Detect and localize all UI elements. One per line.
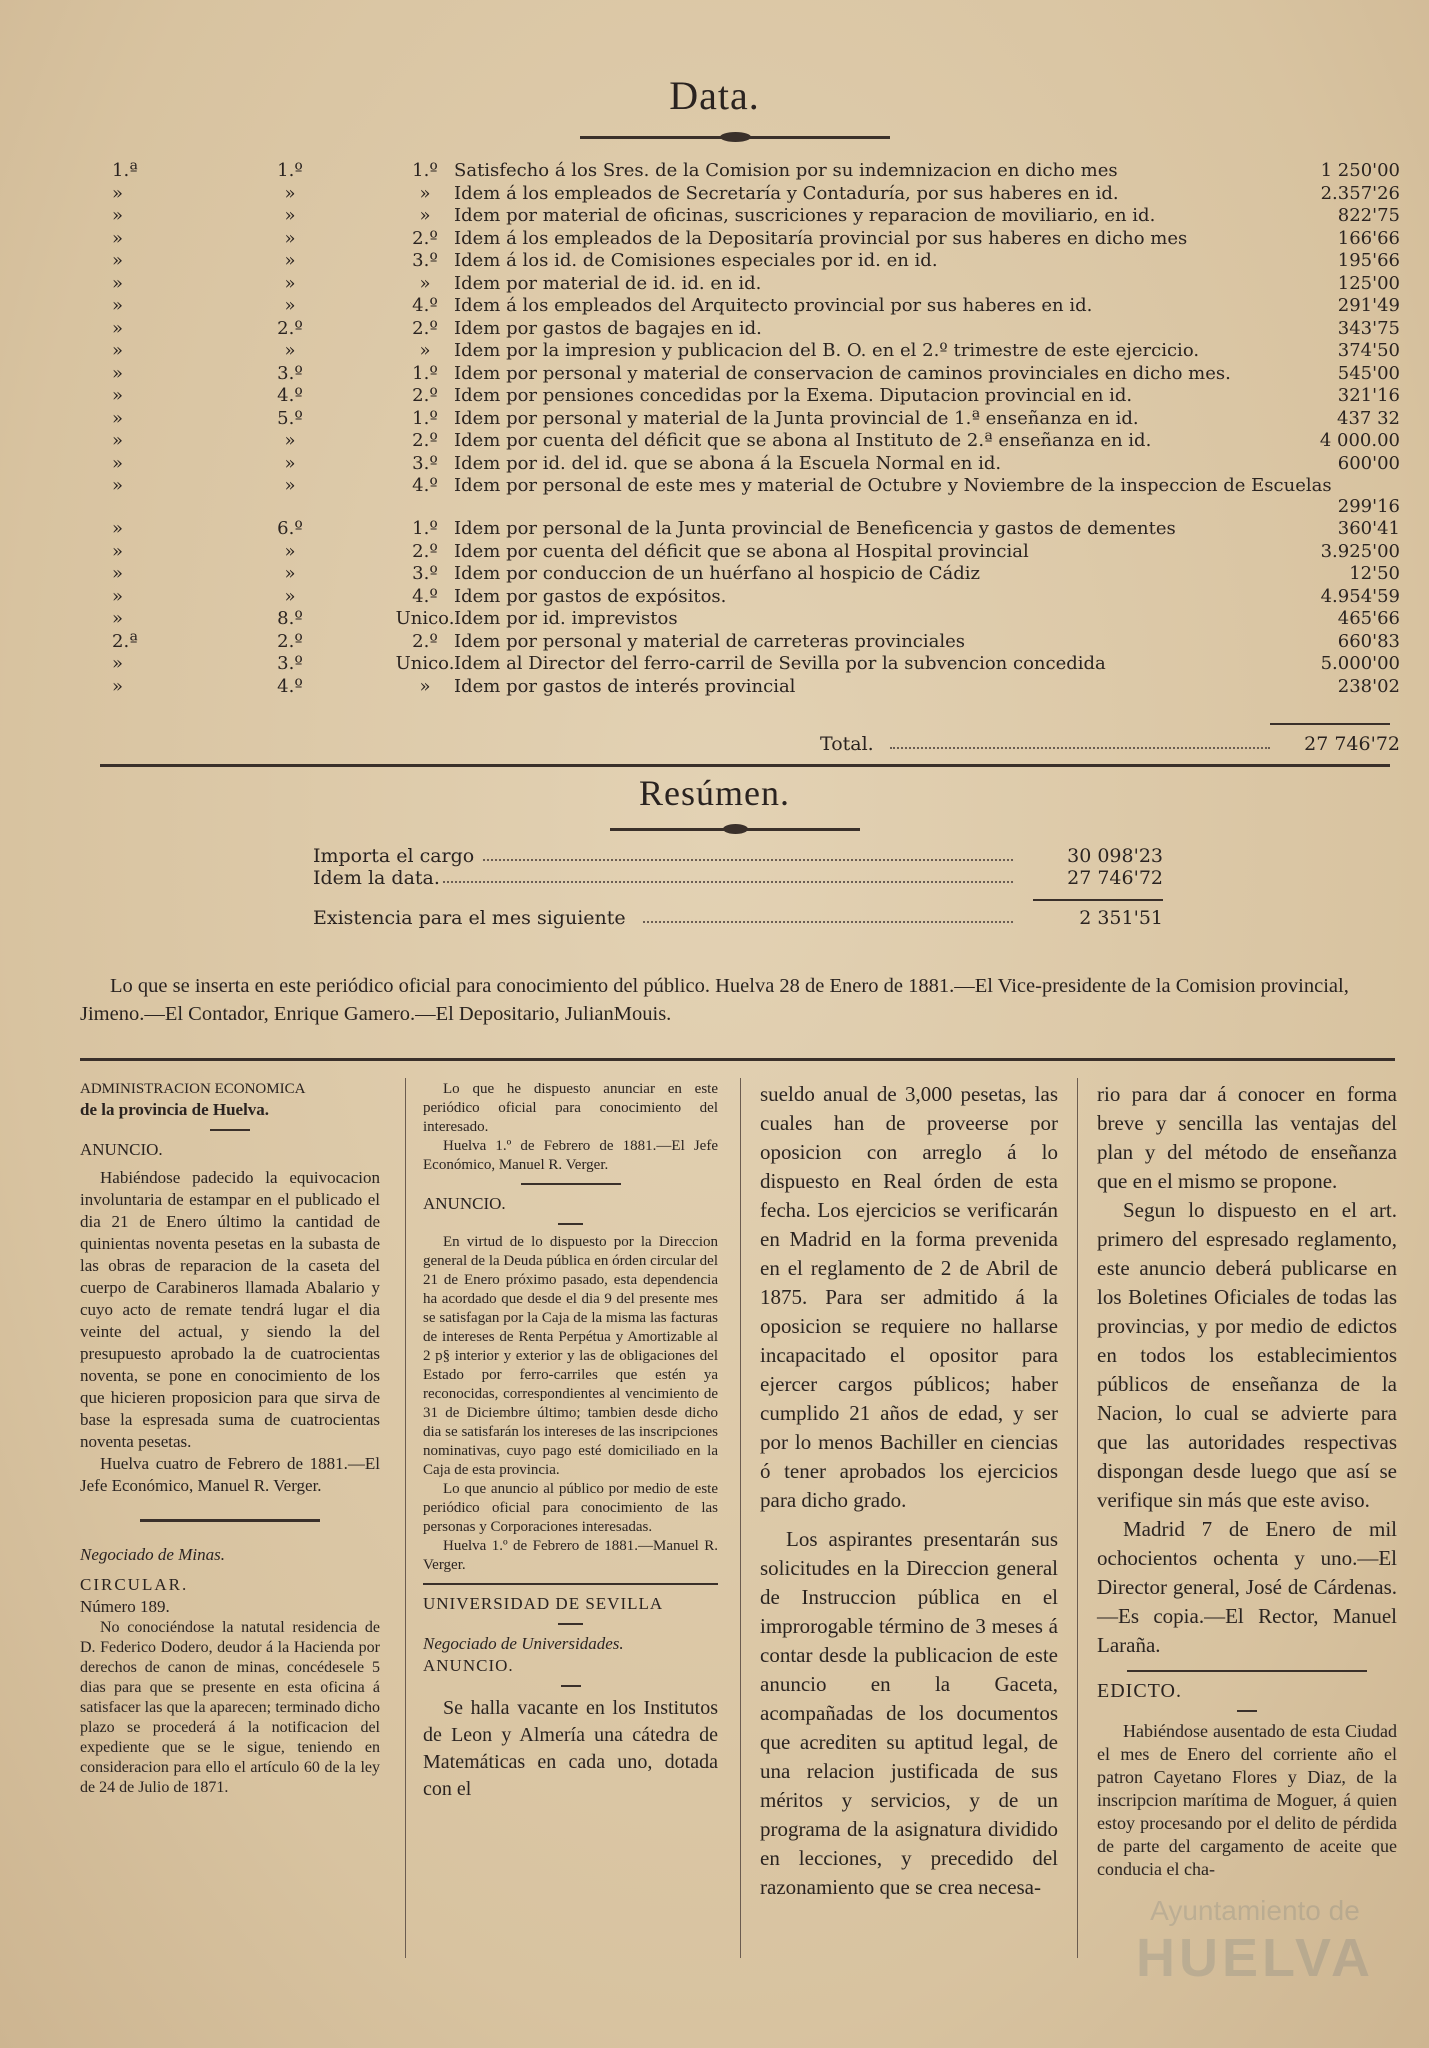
concepto-cell: » bbox=[419, 675, 431, 697]
cargo-value: 30 098'23 bbox=[1067, 845, 1163, 867]
data-row bbox=[313, 867, 1163, 889]
column-rule-1 bbox=[405, 1078, 406, 1958]
description-cell: Idem por pensiones concedidas por la Exema. Diputacion provincial en id. bbox=[454, 385, 1133, 406]
capitulo-cell: » bbox=[112, 227, 124, 249]
amount-cell: 195'66 bbox=[1337, 250, 1400, 271]
capitulo-cell: » bbox=[112, 407, 124, 429]
amount-cell: 12'50 bbox=[1349, 563, 1400, 584]
amount-cell: 238'02 bbox=[1337, 675, 1400, 697]
amount-cell: 125'00 bbox=[1337, 272, 1400, 294]
capitulo-cell: » bbox=[112, 675, 124, 697]
data-row bbox=[100, 585, 1400, 609]
concepto-cell: 4.º bbox=[412, 475, 438, 496]
admin-heading: ADMINISTRACION ECONOMICA bbox=[80, 1081, 306, 1097]
circular-body: No conociéndose la natutal residencia de D. Federico Dodero, deudor á la Hacienda por derechos de canon de minas, concédesele 5 dias para que se presente en esta oficina á satisfacer las que la aparecen; terminado dicho plazo se procederá á la notificacion del expediente que se le sigue, teniendo en consideracion para ello el artículo 60 de la ley de 24 de Julio de 1871. bbox=[80, 1619, 380, 1796]
concepto-cell: 2.º bbox=[412, 630, 438, 652]
articulo-cell: » bbox=[284, 250, 296, 271]
description-cell: Idem por material de oficinas, suscriciones y reparacion de moviliario, en id. bbox=[454, 205, 1156, 226]
capitulo-cell: » bbox=[112, 340, 124, 361]
data-row bbox=[100, 250, 1400, 273]
province-heading: de la provincia de Huelva. bbox=[80, 1100, 270, 1119]
articulo-cell: 8.º bbox=[277, 608, 303, 629]
capitulo-cell: 1.ª bbox=[112, 160, 138, 181]
capitulo-cell: » bbox=[112, 608, 124, 629]
concepto-cell: » bbox=[419, 272, 431, 294]
description-cell: Idem á los id. de Comisiones especiales por id. en id. bbox=[454, 250, 938, 271]
catedra-body: Se halla vacante en los Institutos de Leon y Almería una cátedra de Matemáticas en cada uno, dotada con el bbox=[423, 1697, 718, 1800]
description-cell: Idem por personal y material de carreteras provinciales bbox=[454, 630, 966, 652]
anuncio-body: Habiéndose padecido la equivocacion involuntaria de estampar en el publicado el dia 21 de Enero último la cantidad de quinientas noventa pesetas en la subasta de las obras de reparacion de la caseta del cuerpo de Carabineros llamada Abalario y cuyo acto de remate tendrá lugar el dia veinte del actual, y siendo la del presupuesto aprobado la de cuatrocientas noventa, se pone en conocimiento de los que hicieren proposicion para que sirva de base la espresada suma de cuatrocientas noventa pesetas. bbox=[80, 1168, 380, 1451]
concepto-cell: » bbox=[419, 340, 431, 361]
articulo-cell: » bbox=[284, 430, 296, 451]
amount-cell: 4 000.00 bbox=[1319, 430, 1400, 451]
data-row bbox=[100, 317, 1400, 341]
col2-p1: Lo que he dispuesto anunciar en este periódico oficial para conocimiento del interesado. bbox=[423, 1081, 718, 1135]
articulo-cell: 1.º bbox=[277, 160, 303, 181]
capitulo-cell: » bbox=[112, 250, 124, 271]
articulo-cell: 2.º bbox=[277, 317, 303, 339]
articulo-cell: 5.º bbox=[277, 407, 303, 429]
concepto-cell: 1.º bbox=[412, 160, 438, 181]
articulo-cell: 6.º bbox=[277, 518, 303, 539]
data-row bbox=[100, 608, 1400, 631]
data-row bbox=[100, 540, 1400, 564]
rule bbox=[1127, 1670, 1367, 1672]
resumen-title: Resúmen. bbox=[639, 773, 790, 813]
amount-cell: 321'16 bbox=[1337, 385, 1400, 406]
resumen-rule bbox=[1033, 899, 1163, 901]
resumen-ornament bbox=[610, 828, 860, 831]
column-rule-3 bbox=[1077, 1078, 1078, 1958]
deuda-body: En virtud de lo dispuesto por la Direccion general de la Deuda pública en órden circular del 21 de Enero próximo pasado, esta dependencia ha acordado que desde el dia 9 del presente mes se satisfagan por la Caja de la misma las facturas de intereses de Renta Perpétua y Amortizable al 2 p§ interior y exterior y las de obligaciones del Estado por ferro-carriles que estén ya reconocidas, correspondientes al vencimiento de 31 de Diciembre último; tambien desde dicho dia se satisfarán los intereses de las inscripciones nominativas, cuyo pago esté domiciliado en la Caja de esta provincia. bbox=[423, 1234, 718, 1478]
description-cell: Idem por conduccion de un huérfano al hospicio de Cádiz bbox=[454, 563, 980, 584]
existencia-row bbox=[313, 907, 1163, 929]
amount-cell: 1 250'00 bbox=[1320, 160, 1400, 181]
column-rule-2 bbox=[740, 1078, 741, 1958]
watermark-line-2: HUELVA bbox=[1136, 1928, 1374, 1988]
amount-cell: 4.954'59 bbox=[1320, 585, 1400, 607]
data-label: Idem la data. bbox=[313, 867, 440, 889]
capitulo-cell: » bbox=[112, 362, 124, 384]
capitulo-cell: 2.ª bbox=[112, 630, 138, 652]
amount-cell: 360'41 bbox=[1337, 518, 1400, 539]
data-row bbox=[100, 340, 1400, 363]
concepto-cell: Unico. bbox=[395, 608, 455, 629]
articulo-cell: 3.º bbox=[277, 653, 303, 674]
capitulo-cell: » bbox=[112, 385, 124, 406]
description-cell: Idem por cuenta del déficit que se abona al Hospital provincial bbox=[454, 540, 1029, 562]
capitulo-cell: » bbox=[112, 475, 124, 496]
articulo-cell: » bbox=[284, 563, 296, 584]
circular-heading: CIRCULAR. bbox=[80, 1575, 189, 1594]
amount-cell: 822'75 bbox=[1337, 205, 1400, 226]
col4-p1: rio para dar á conocer en forma breve y sencilla las ventajas del plan y del método de enseñanza que en el mismo se propone. bbox=[1097, 1082, 1397, 1193]
articulo-cell: » bbox=[284, 452, 296, 474]
capitulo-cell: » bbox=[112, 182, 124, 204]
description-cell: Idem por personal y material de conservacion de caminos provinciales en dicho mes. bbox=[454, 362, 1231, 384]
data-row bbox=[100, 385, 1400, 408]
total-value: 27 746'72 bbox=[1304, 733, 1400, 755]
cargo-row bbox=[313, 845, 1163, 867]
articulo-cell: 3.º bbox=[277, 362, 303, 384]
concepto-cell: Unico. bbox=[395, 653, 455, 674]
description-cell: Satisfecho á los Sres. de la Comision por su indemnizacion en dicho mes bbox=[454, 160, 1118, 181]
data-row bbox=[100, 295, 1400, 318]
articulo-cell: 4.º bbox=[277, 385, 303, 406]
amount-cell: 5.000'00 bbox=[1320, 653, 1400, 674]
articulo-cell: » bbox=[284, 227, 296, 249]
concepto-cell: 4.º bbox=[412, 585, 438, 607]
capitulo-cell: » bbox=[112, 518, 124, 539]
articulo-cell: » bbox=[284, 205, 296, 226]
concepto-cell: 2.º bbox=[412, 430, 438, 451]
data-row bbox=[100, 475, 1400, 518]
total-leader bbox=[890, 747, 1270, 749]
articulo-cell: » bbox=[284, 585, 296, 607]
capitulo-cell: » bbox=[112, 317, 124, 339]
university-heading: UNIVERSIDAD DE SEVILLA bbox=[423, 1594, 664, 1613]
articulo-cell: » bbox=[284, 295, 296, 316]
description-cell: Idem por id. imprevistos bbox=[454, 608, 678, 629]
col4-p2: Segun lo dispuesto en el art. primero del espresado reglamento, este anuncio deberá publicarse en los Boletines Oficiales de todas las provincias, y por medio de edictos en todos los establecimientos públicos de enseñanza de la Nacion, lo cual se advierte para que las autoridades respectivas dispongan desde luego que así se verifique sin más que este aviso. bbox=[1097, 1198, 1397, 1512]
total-row bbox=[100, 733, 1400, 756]
amount-cell: 2.357'26 bbox=[1320, 182, 1400, 204]
articulo-cell: » bbox=[284, 475, 296, 496]
title-ornament bbox=[580, 136, 890, 139]
capitulo-cell: » bbox=[112, 563, 124, 584]
rule bbox=[423, 1583, 718, 1585]
capitulo-cell: » bbox=[112, 272, 124, 294]
minas-heading: Negociado de Minas. bbox=[80, 1545, 225, 1564]
amount-cell: 291'49 bbox=[1337, 295, 1400, 316]
description-cell: Idem á los empleados de Secretaría y Contaduría, por sus haberes en id. bbox=[454, 182, 1119, 204]
concepto-cell: » bbox=[419, 205, 431, 226]
description-cell: Idem á los empleados del Arquitecto provincial por sus haberes en id. bbox=[454, 295, 1093, 316]
total-double-rule bbox=[100, 764, 1390, 767]
col2-signature: Huelva 1.º de Febrero de 1881.—El Jefe Económico, Manuel R. Verger. bbox=[423, 1138, 718, 1173]
capitulo-cell: » bbox=[112, 540, 124, 562]
concepto-cell: 4.º bbox=[412, 295, 438, 316]
anuncio-heading-3: ANUNCIO. bbox=[423, 1656, 514, 1675]
amount-cell: 600'00 bbox=[1337, 452, 1400, 474]
publication-note: Lo que se inserta en este periódico oficial para conocimiento del público. Huelva 28 de Enero de 1881.—El Vice-presidente de la Comision provincial, Jimeno.—El Contador, Enrique Gamero.—El Depositario, JulianMouis. bbox=[80, 975, 1349, 1025]
capitulo-cell: » bbox=[112, 653, 124, 674]
concepto-cell: 1.º bbox=[412, 518, 438, 539]
cargo-label: Importa el cargo bbox=[313, 845, 475, 867]
description-cell: Idem por gastos de bagajes en id. bbox=[454, 317, 762, 339]
description-cell: Idem por id. del id. que se abona á la Escuela Normal en id. bbox=[454, 452, 1002, 474]
data-row bbox=[100, 653, 1400, 676]
number-heading: Número 189. bbox=[80, 1597, 170, 1616]
col3-p1: sueldo anual de 3,000 pesetas, las cuales han de proveerse por oposicion con arreglo á lo dispuesto en Real órden de esta fecha. Los ejercicios se verificarán en Madrid en la forma prevenida en el reglamento de 2 de Abril de 1875. Para ser admitido á la oposicion se requiere no hallarse incapacitado el opositor para ejercer cargos públicos; haber cumplido 21 años de edad, y ser por lo menos Bachiller en ciencias ó tener aprobados los ejercicios para dicho grado. bbox=[760, 1082, 1058, 1512]
description-cell: Idem por cuenta del déficit que se abona al Instituto de 2.ª enseñanza en id. bbox=[454, 430, 1152, 451]
watermark-line-1: Ayuntamiento de bbox=[1150, 1895, 1360, 1926]
rule bbox=[558, 1223, 583, 1225]
data-value: 27 746'72 bbox=[1067, 867, 1163, 889]
anuncio-heading: ANUNCIO. bbox=[80, 1140, 163, 1159]
articulo-cell: » bbox=[284, 540, 296, 562]
data-row bbox=[100, 630, 1400, 654]
amount-cell: 660'83 bbox=[1337, 630, 1400, 652]
articulo-cell: 2.º bbox=[277, 630, 303, 652]
col4-p3: Madrid 7 de Enero de mil ochocientos ochenta y uno.—El Director general, José de Cárdenas.—Es copia.—El Rector, Manuel Laraña. bbox=[1097, 1517, 1397, 1657]
column-2 bbox=[423, 1080, 718, 1803]
concepto-cell: » bbox=[419, 182, 431, 204]
data-row bbox=[100, 675, 1400, 699]
data-row bbox=[100, 182, 1400, 206]
rule bbox=[210, 1129, 250, 1131]
rule bbox=[558, 1623, 583, 1625]
concepto-cell: 3.º bbox=[412, 452, 438, 474]
description-cell: Idem por gastos de interés provincial bbox=[454, 675, 796, 697]
resumen-block bbox=[313, 845, 1163, 929]
amount-cell: 299'16 bbox=[1337, 496, 1400, 517]
capitulo-cell: » bbox=[112, 452, 124, 474]
capitulo-cell: » bbox=[112, 205, 124, 226]
data-row bbox=[100, 518, 1400, 541]
rule bbox=[521, 1183, 621, 1185]
description-cell: Idem por personal y material de la Junta provincial de 1.ª enseñanza en id. bbox=[454, 407, 1139, 429]
watermark-seal bbox=[1090, 1895, 1420, 2015]
amount-cell: 343'75 bbox=[1337, 317, 1400, 339]
rule bbox=[561, 1685, 581, 1687]
concepto-cell: 3.º bbox=[412, 563, 438, 584]
articulo-cell: 4.º bbox=[277, 675, 303, 697]
amount-cell: 166'66 bbox=[1337, 227, 1400, 249]
amount-cell: 545'00 bbox=[1337, 362, 1400, 384]
cargo-leader bbox=[483, 859, 1013, 861]
concepto-cell: 1.º bbox=[412, 362, 438, 384]
description-cell: Idem al Director del ferro-carril de Sevilla por la subvencion concedida bbox=[454, 653, 1106, 674]
data-title: Data. bbox=[669, 73, 760, 118]
existencia-label: Existencia para el mes siguiente bbox=[313, 907, 626, 929]
total-rule bbox=[1270, 723, 1390, 725]
amount-cell: 437 32 bbox=[1337, 407, 1400, 429]
col3-p2: Los aspirantes presentarán sus solicitudes en la Direccion general de Instruccion pública en el improrogable término de 3 meses á contar desde la publicacion de este anuncio en la Gaceta, acompañadas de los documentos que acrediten su aptitud legal, de una relacion justificada de sus méritos y servicios, y de un programa de la asignatura dividido en lecciones, y precedido del razonamiento que se crea necesa- bbox=[760, 1527, 1058, 1899]
amount-cell: 3.925'00 bbox=[1320, 540, 1400, 562]
data-leader bbox=[443, 881, 1013, 883]
anuncio-signature: Huelva cuatro de Febrero de 1881.—El Jefe Económico, Manuel R. Verger. bbox=[80, 1454, 380, 1495]
description-cell: Idem por material de id. id. en id. bbox=[454, 272, 762, 294]
capitulo-cell: » bbox=[112, 585, 124, 607]
data-row bbox=[100, 272, 1400, 296]
data-row bbox=[100, 160, 1400, 183]
concepto-cell: 2.º bbox=[412, 227, 438, 249]
articulo-cell: » bbox=[284, 182, 296, 204]
description-cell: Idem á los empleados de la Depositaría provincial por sus haberes en dicho mes bbox=[454, 227, 1188, 249]
rule bbox=[1237, 1710, 1257, 1712]
section-divider bbox=[80, 1058, 1395, 1061]
existencia-value: 2 351'51 bbox=[1079, 907, 1163, 929]
rule bbox=[140, 1519, 320, 1522]
universidades-heading: Negociado de Universidades. bbox=[423, 1634, 624, 1653]
description-cell: Idem por personal de la Junta provincial de Beneficencia y gastos de dementes bbox=[454, 518, 1176, 539]
capitulo-cell: » bbox=[112, 295, 124, 316]
articulo-cell: » bbox=[284, 340, 296, 361]
data-row bbox=[100, 452, 1400, 476]
anuncio-heading-2: ANUNCIO. bbox=[423, 1194, 506, 1213]
edicto-body: Habiéndose ausentado de esta Ciudad el mes de Enero del corriente año el patron Cayetano Flores y Diaz, de la inscripcion marítima de Moguer, á quien estoy procesando por el delito de pérdida de parte del cargamento de aceite que conducia el cha- bbox=[1097, 1721, 1397, 1879]
column-4 bbox=[1097, 1080, 1397, 1881]
data-row bbox=[100, 205, 1400, 228]
data-row bbox=[100, 563, 1400, 586]
amount-cell: 374'50 bbox=[1337, 340, 1400, 361]
column-3 bbox=[760, 1080, 1058, 1902]
deuda-closing: Lo que anuncio al público por medio de este periódico oficial para conocimiento de las personas y Corporaciones interesadas. bbox=[423, 1481, 718, 1535]
amount-cell: 465'66 bbox=[1337, 608, 1400, 629]
description-cell: Idem por personal de este mes y material de Octubre y Noviembre de la inspeccion de Escuelas bbox=[454, 475, 1332, 496]
total-label: Total. bbox=[820, 733, 874, 755]
column-1 bbox=[80, 1080, 380, 1798]
concepto-cell: 3.º bbox=[412, 250, 438, 271]
description-cell: Idem por gastos de expósitos. bbox=[454, 585, 727, 607]
concepto-cell: 2.º bbox=[412, 317, 438, 339]
existencia-leader bbox=[643, 921, 1013, 923]
data-row bbox=[100, 227, 1400, 251]
data-table bbox=[100, 160, 1400, 698]
data-row bbox=[100, 362, 1400, 386]
concepto-cell: 2.º bbox=[412, 385, 438, 406]
concepto-cell: 1.º bbox=[412, 407, 438, 429]
articulo-cell: » bbox=[284, 272, 296, 294]
deuda-signature: Huelva 1.º de Febrero de 1881.—Manuel R. Verger. bbox=[423, 1538, 718, 1573]
description-cell: Idem por la impresion y publicacion del B. O. en el 2.º trimestre de este ejercicio. bbox=[454, 340, 1200, 361]
capitulo-cell: » bbox=[112, 430, 124, 451]
data-row bbox=[100, 430, 1400, 453]
edicto-heading: EDICTO. bbox=[1097, 1680, 1182, 1702]
concepto-cell: 2.º bbox=[412, 540, 438, 562]
data-row bbox=[100, 407, 1400, 431]
